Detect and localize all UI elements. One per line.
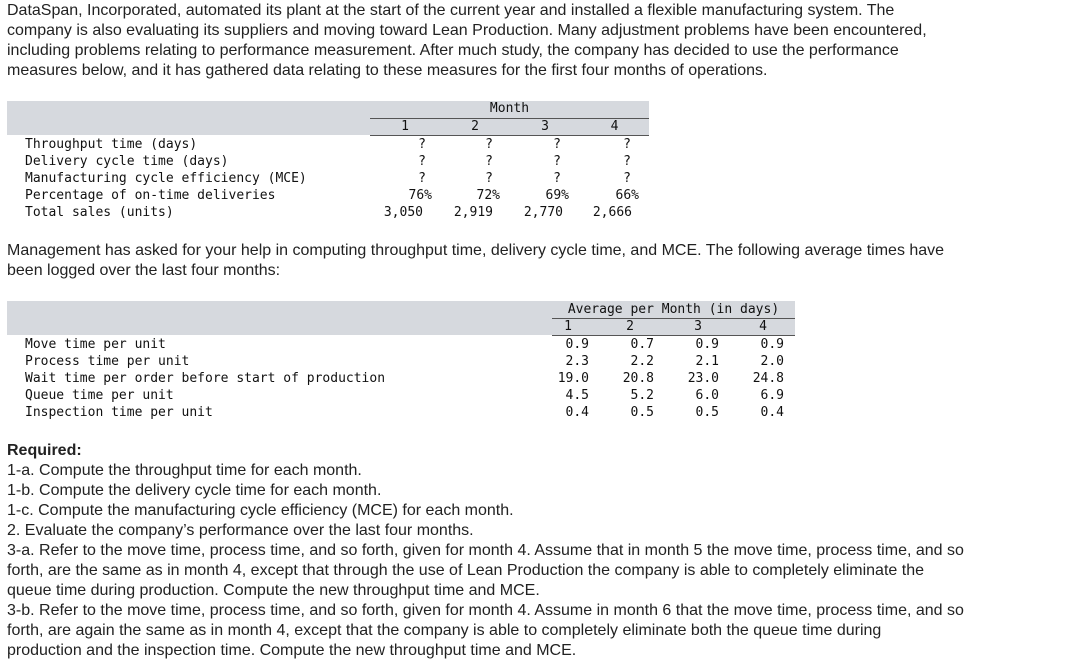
table-cell: 2.3 — [565, 354, 589, 369]
table-cell: ? — [418, 137, 426, 152]
table-cell: ? — [553, 154, 561, 169]
month-column-header: 4 — [759, 319, 767, 334]
table-cell: 0.5 — [695, 405, 719, 420]
average-header: Average per Month (in days) — [567, 302, 780, 317]
required-item: 3-a. Refer to the move time, process time, and so forth, given for month 4. Assume that in month 5 the move time, process time, and so — [7, 542, 964, 559]
table-cell: 0.9 — [565, 337, 589, 352]
table-cell: ? — [485, 154, 493, 169]
table-cell: 2,770 — [523, 205, 563, 220]
row-label: Inspection time per unit — [25, 405, 213, 420]
middle-line: been logged over the last four months: — [7, 262, 281, 279]
table-cell: 5.2 — [630, 388, 654, 403]
table-cell: 0.9 — [695, 337, 719, 352]
table-cell: ? — [418, 171, 426, 186]
required-item: 1-a. Compute the throughput time for each month. — [7, 462, 362, 479]
month-column-header: 2 — [626, 319, 634, 334]
table-cell: 19.0 — [557, 371, 589, 386]
table-cell: 0.4 — [760, 405, 784, 420]
required-heading: Required: — [7, 442, 82, 459]
table-cell: 24.8 — [752, 371, 784, 386]
table-cell: 0.4 — [565, 405, 589, 420]
table-cell: 6.9 — [760, 388, 784, 403]
intro-line: measures below, and it has gathered data relating to these measures for the first four months of operations. — [7, 62, 768, 79]
month-header: Month — [489, 101, 530, 116]
table-cell: ? — [485, 137, 493, 152]
required-item: production and the inspection time. Compute the new throughput time and MCE. — [7, 642, 577, 659]
row-label: Move time per unit — [25, 337, 166, 352]
table-cell: 23.0 — [687, 371, 719, 386]
table-cell: 20.8 — [622, 371, 654, 386]
table-cell: 0.5 — [630, 405, 654, 420]
required-item: 2. Evaluate the company’s performance over the last four months. — [7, 522, 474, 539]
month-column-header: 1 — [401, 119, 409, 134]
required-item: queue time during production. Compute the new throughput time and MCE. — [7, 582, 540, 599]
header-divider — [370, 135, 649, 136]
intro-line: including problems relating to performance measurement. After much study, the company has decided to use the performance — [7, 42, 899, 59]
table-cell: ? — [623, 154, 631, 169]
row-label: Queue time per unit — [25, 388, 174, 403]
row-label: Process time per unit — [25, 354, 190, 369]
table-cell: 0.9 — [760, 337, 784, 352]
required-item: 3-b. Refer to the move time, process time, and so forth, given for month 4. Assume in month 6 that the move time, process time, and so — [7, 602, 964, 619]
table-cell: 69% — [545, 188, 569, 203]
table-cell: 2.2 — [630, 354, 654, 369]
table-cell: ? — [553, 137, 561, 152]
table-cell: 72% — [476, 188, 500, 203]
middle-line: Management has asked for your help in computing throughput time, delivery cycle time, and MCE. The following average times have — [7, 242, 945, 259]
table-cell: 4.5 — [565, 388, 589, 403]
required-item: 1-b. Compute the delivery cycle time for each month. — [7, 482, 382, 499]
table-cell: 66% — [615, 188, 639, 203]
month-column-header: 1 — [564, 319, 572, 334]
month-column-header: 3 — [694, 319, 702, 334]
row-label: Total sales (units) — [25, 205, 174, 220]
table-cell: 2,919 — [453, 205, 493, 220]
table-cell: ? — [418, 154, 426, 169]
table-cell: 2.0 — [760, 354, 784, 369]
required-item: forth, are the same as in month 4, except that through the use of Lean Production the company is able to completely eliminate the — [7, 562, 924, 579]
table-cell: 76% — [408, 188, 432, 203]
row-label: Throughput time (days) — [25, 137, 198, 152]
month-column-header: 4 — [610, 119, 619, 134]
month-column-header: 3 — [541, 119, 549, 134]
intro-line: DataSpan, Incorporated, automated its plant at the start of the current year and installed a flexible manufacturing system. The — [7, 2, 895, 19]
table-cell: 2.1 — [695, 354, 719, 369]
row-label: Manufacturing cycle efficiency (MCE) — [25, 171, 307, 186]
table-cell: 2,666 — [592, 205, 632, 220]
table-cell: ? — [623, 171, 631, 186]
intro-line: company is also evaluating its suppliers and moving toward Lean Production. Many adjustment problems have been encountered, — [7, 22, 927, 39]
table-cell: ? — [623, 137, 631, 152]
table-cell: 0.7 — [630, 337, 654, 352]
month-column-header: 2 — [471, 119, 479, 134]
row-label: Delivery cycle time (days) — [25, 154, 229, 169]
row-label: Percentage of on-time deliveries — [25, 188, 276, 203]
required-item: forth, are again the same as in month 4, except that the company is able to completely eliminate both the queue time during — [7, 622, 882, 639]
row-label: Wait time per order before start of production — [25, 371, 386, 386]
table-cell: 3,050 — [383, 205, 423, 220]
table-cell: 6.0 — [695, 388, 719, 403]
table-cell: ? — [485, 171, 493, 186]
required-item: 1-c. Compute the manufacturing cycle efficiency (MCE) for each month. — [7, 502, 514, 519]
table-cell: ? — [553, 171, 561, 186]
